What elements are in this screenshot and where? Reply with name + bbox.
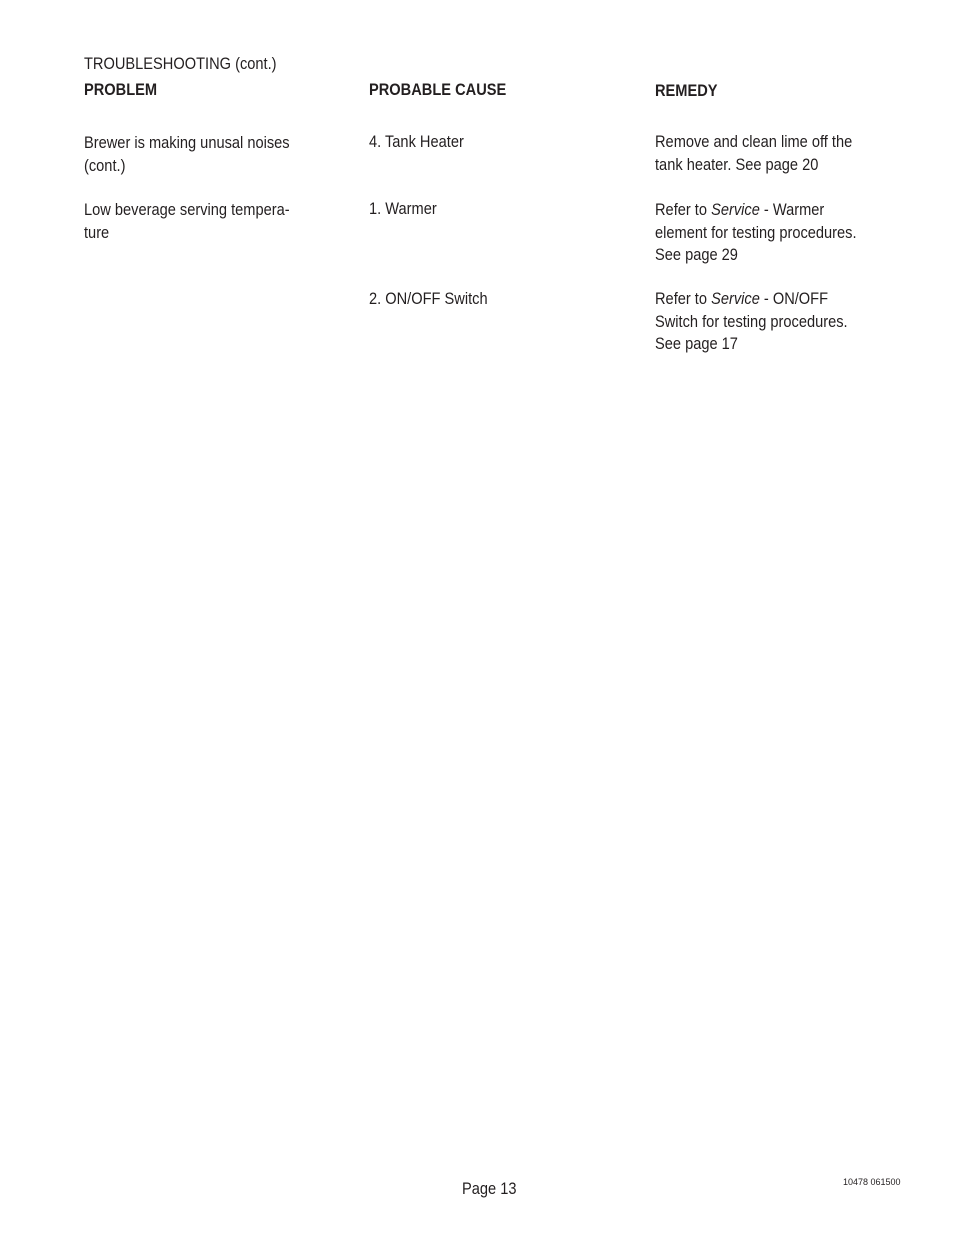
row-1-problem-line-2: (cont.) [84,155,126,175]
row-2-remedy [655,199,857,267]
row-2-problem-line-2: ture [84,222,110,242]
row-3-remedy [655,288,848,356]
row-2-remedy-italic: Service [711,200,760,219]
section-title: TROUBLESHOOTING (cont.) [84,54,277,73]
row-1-remedy [655,131,852,176]
row-2-remedy-prefix: Refer to [655,200,712,219]
row-3-remedy-italic: Service [711,289,760,308]
row-1-remedy-line-2: tank heater. See page 20 [655,154,819,174]
row-2-problem-line-1: Low beverage serving tempera- [84,200,290,219]
row-3-cause: 2. ON/OFF Switch [369,289,488,308]
row-2-problem [84,199,290,244]
row-2-cause: 1. Warmer [369,199,437,218]
row-2-remedy-line-2: element for testing procedures. [655,222,857,242]
row-1-problem [84,132,290,177]
row-1-remedy-line-1: Remove and clean lime off the [655,132,853,151]
row-3-remedy-line-1 [655,288,848,311]
row-1-problem-line-1: Brewer is making unusal noises [84,133,290,152]
header-remedy: REMEDY [655,81,718,100]
row-1-cause: 4. Tank Heater [369,132,464,151]
row-3-remedy-suffix: - ON/OFF [759,289,829,308]
document-code: 10478 061500 [843,1177,901,1187]
header-problem: PROBLEM [84,80,158,99]
row-3-remedy-line-2: Switch for testing procedures. [655,311,848,331]
row-2-remedy-line-3: See page 29 [655,245,738,264]
page-number: Page 13 [462,1179,517,1198]
row-2-remedy-line-1 [655,199,857,222]
row-3-remedy-line-3: See page 17 [655,334,738,353]
header-probable-cause: PROBABLE CAUSE [369,80,507,99]
row-3-remedy-prefix: Refer to [655,289,712,308]
row-2-remedy-suffix: - Warmer [759,200,825,219]
